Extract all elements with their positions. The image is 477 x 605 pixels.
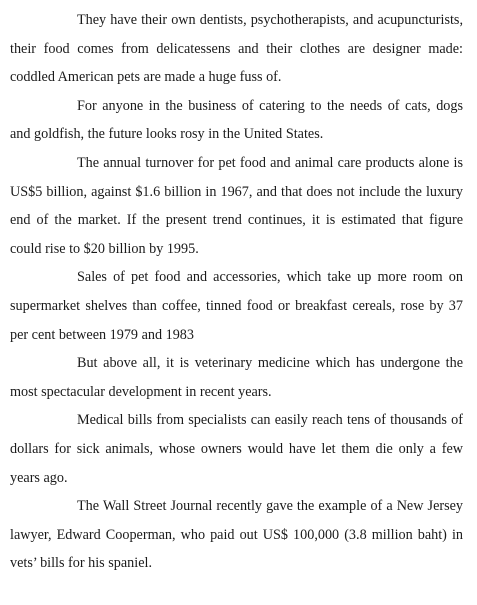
paragraph-pet-lifestyle: They have their own dentists, psychotherapists, and acupuncturists, their food comes from delicatessens and their clothes are designer made: coddled American pets are made a huge fuss of. xyxy=(10,12,463,86)
paragraph-veterinary-medicine: But above all, it is veterinary medicine which has undergone the most spectacular development in recent years. xyxy=(10,355,463,400)
paragraph-sales-growth: Sales of pet food and accessories, which take up more room on supermarket shelves than coffee, tinned food or breakfast cereals, rose by 37 per cent between 1979 and 1983 xyxy=(10,269,463,343)
paragraph-medical-bills: Medical bills from specialists can easily reach tens of thousands of dollars for sick animals, whose owners would have let them die only a few years ago. xyxy=(10,412,463,486)
paragraph-annual-turnover: The annual turnover for pet food and animal care products alone is US$5 billion, against $1.6 billion in 1967, and that does not include the luxury end of the market. If the present trend continues, it is estimated that figure could rise to $20 billion by 1995. xyxy=(10,154,463,257)
paragraph-wall-street-journal-example: The Wall Street Journal recently gave the example of a New Jersey lawyer, Edward Cooperman, who paid out US$ 100,000 (3.8 million baht) in vets’ bills for his spaniel. xyxy=(10,498,463,572)
paragraph-pet-business-outlook: For anyone in the business of catering to the needs of cats, dogs and goldfish, the future looks rosy in the United States. xyxy=(10,97,463,143)
